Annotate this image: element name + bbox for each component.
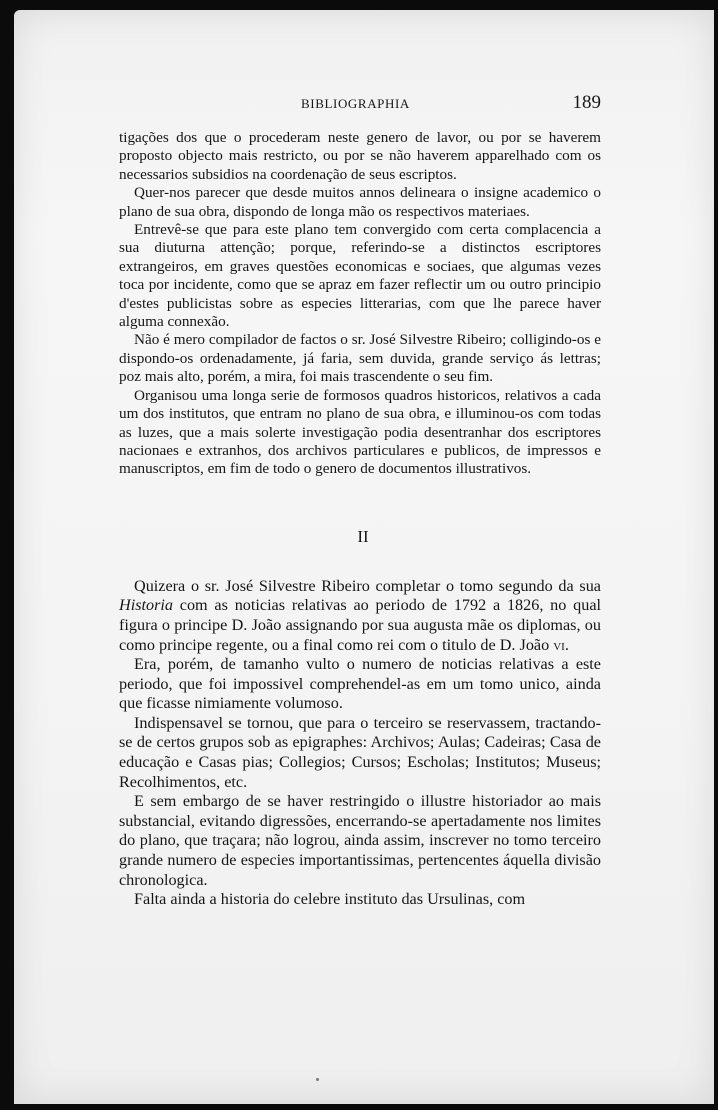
paper-speck (316, 1078, 319, 1081)
paragraph-10: Falta ainda a historia do celebre instituto das Ursulinas, com (134, 890, 526, 909)
paper-sheet (14, 10, 714, 1104)
p6-text-a: Quizera o sr. José Silvestre Ribeiro completar o tomo segundo da sua (134, 576, 601, 595)
section-one (119, 129, 601, 910)
section-numeral: II (357, 526, 369, 546)
book-title-historia: Historia (119, 596, 173, 615)
page-number: 189 (572, 92, 601, 113)
paragraph-7: Era, porém, de tamanho vulto o numero de noticias relativas a este periodo, que foi impossivel comprehendel-as em um tomo unico, ainda que ficasse nimiamente volumoso. (119, 655, 601, 713)
regnal-numeral: vi (553, 635, 565, 654)
paragraph-8: Indispensavel se tornou, que para o terceiro se reservassem, tractando-se de certos grupos sob as epigraphes: Archivos; Aulas; Cadeiras; Casa de educação e Casas pias; Collegios; Cursos; Escholas; Institutos; Museus; Recolhimentos, etc. (119, 713, 601, 791)
p6-text-b: com as noticias relativas ao periodo de 1792 a 1826, no qual figura o principe D. João assignando por sua augusta mãe os diplomas, ou como principe regente, ou a final como rei com o titulo de D. João (119, 596, 601, 654)
paragraph-6 (119, 577, 601, 655)
running-title: BIBLIOGRAPHIA (301, 96, 410, 111)
running-head (119, 92, 601, 118)
section-two (119, 577, 601, 910)
paragraph-3: Entrevê-se que para este plano tem convergido com certa complacencia a sua diuturna attenção; porque, referindo-se a distinctos escriptores extrangeiros, em graves questões economicas e sociaes, que algumas vezes toca por incidente, como que se apraz em fazer reflectir um ou outro principio d'estes publicistas sobre as especies litterarias, com que lhe parece haver alguma connexão. (119, 221, 601, 331)
paragraph-9: E sem embargo de se haver restringido o illustre historiador ao mais substancial, evitando digressões, encerrando-se apertadamente nos limites do plano, que traçara; não logrou, ainda assim, inscrever no tomo terceiro grande numero de especies importantissimas, pertencentes áquella divisão chronologica. (119, 792, 601, 889)
paragraph-5: Organisou uma longa serie de formosos quadros historicos, relativos a cada um dos institutos, que entram no plano de sua obra, e illuminou-os com todas as luzes, que a mais solerte investigação podia desentranhar dos escriptores nacionaes e extranhos, dos archivos particulares e publicos, de impressos e manuscriptos, em fim de todo o genero de documentos illustrativos. (119, 386, 601, 478)
paragraph-2: Quer-nos parecer que desde muitos annos delineara o insigne academico o plano de sua obra, dispondo de longa mão os respectivos materiaes. (119, 184, 601, 220)
p6-text-end: . (564, 635, 569, 654)
paragraph-1: tigações dos que o procederam neste genero de lavor, ou por se haverem proposto objecto mais restricto, ou por se não haverem apparelhado com os necessarios subsidios na coordenação de seus escriptos. (119, 129, 601, 183)
paragraph-4: Não é mero compilador de factos o sr. José Silvestre Ribeiro; colligindo-os e dispondo-os ordenadamente, já faria, sem duvida, grande serviço ás lettras; poz mais alto, porém, a mira, foi mais trascendente o seu fim. (119, 331, 601, 386)
